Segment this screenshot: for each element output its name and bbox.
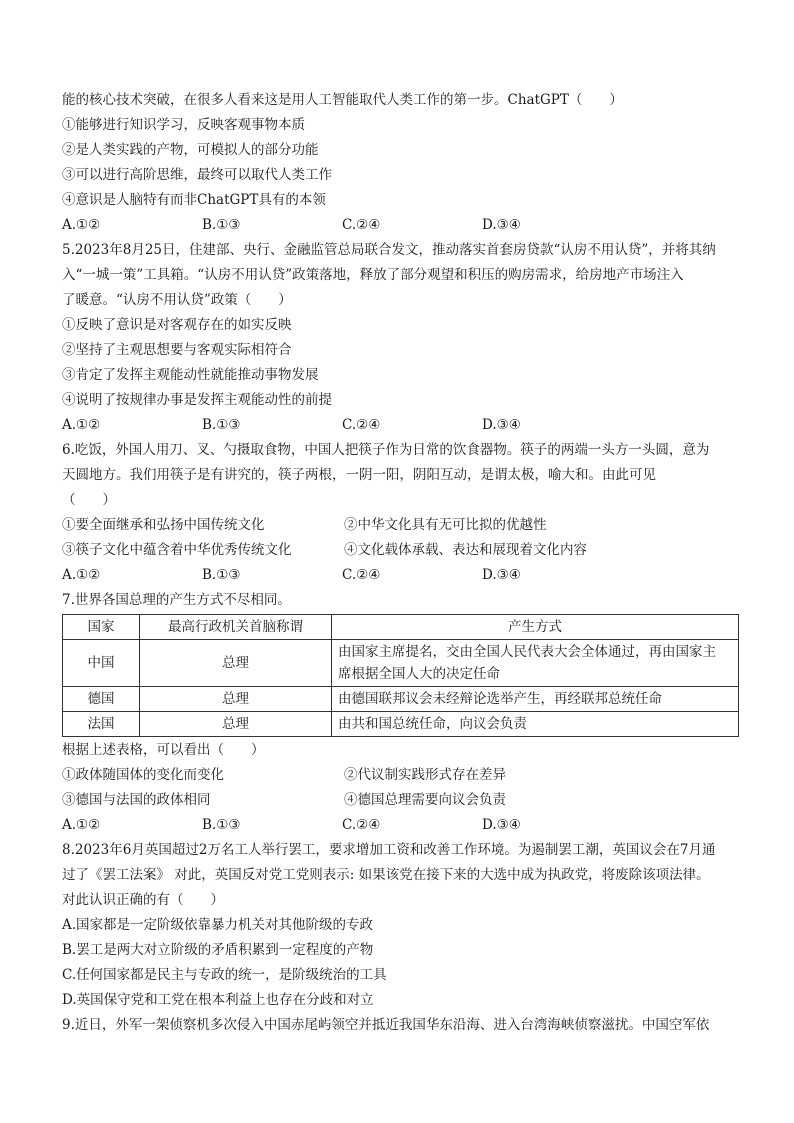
question-7-item: ①政体随国体的变化而变化 bbox=[62, 767, 224, 783]
question-9 bbox=[62, 1013, 738, 1038]
table-cell: 中国 bbox=[63, 640, 140, 687]
question-7-items-row bbox=[62, 763, 738, 788]
table-header: 最高行政机关首脑称谓 bbox=[140, 615, 332, 640]
question-6-options bbox=[62, 563, 738, 588]
question-6-stem: （ ） bbox=[62, 492, 116, 508]
question-6-items-row bbox=[62, 513, 738, 538]
question-5-stem: 了暖意。“认房不用认贷”政策（ ） bbox=[62, 292, 292, 308]
question-4 bbox=[62, 88, 738, 238]
table-row bbox=[63, 640, 739, 687]
question-7-item: ④德国总理需要向议会负责 bbox=[344, 792, 506, 808]
option-a[interactable]: A.①② bbox=[62, 217, 101, 233]
question-5-stem: 入“一城一策”工具箱。“认房不用认贷”政策落地，释放了部分观望和积压的购房需求，给房地产市场注入 bbox=[62, 267, 684, 283]
question-4-options bbox=[62, 213, 738, 238]
question-6-items-row bbox=[62, 538, 738, 563]
question-9-stem: 9.近日，外军一架侦察机多次侵入中国赤尾屿领空并抵近我国华东沿海、进入台湾海峡侦察滋扰。中国空军依 bbox=[62, 1017, 710, 1033]
table-cell: 总理 bbox=[140, 640, 332, 687]
question-8-stem: 过了《罢工法案》 对此，英国反对党工党则表示: 如果该党在接下来的大选中成为执政党，将废除该项法律。 bbox=[62, 867, 710, 883]
table-cell: 由共和国总统任命，向议会负责 bbox=[332, 712, 739, 737]
question-6-stem: 6.吃饭，外国人用刀、叉、勺摄取食物，中国人把筷子作为日常的饮食器物。筷子的两端一头方一头圆，意为 bbox=[62, 442, 710, 458]
option-a[interactable]: A.①② bbox=[62, 567, 101, 583]
question-6-item: ④文化载体承载、表达和展现着文化内容 bbox=[344, 542, 587, 558]
option-a[interactable]: A.①② bbox=[62, 817, 101, 833]
table-cell bbox=[332, 640, 739, 687]
table-cell: 德国 bbox=[63, 687, 140, 712]
option-c[interactable]: C.任何国家都是民主与专政的统一，是阶级统治的工具 bbox=[62, 967, 387, 983]
question-5-item: ①反映了意识是对客观存在的如实反映 bbox=[62, 317, 292, 333]
question-5-stem: 5.2023年8月25日，住建部、央行、金融监管总局联合发文，推动落实首套房贷款“认房不用认贷”，并将其纳 bbox=[62, 242, 716, 258]
table-cell-line: 席根据全国人大的决定任命 bbox=[338, 666, 500, 682]
table-header: 国家 bbox=[63, 615, 140, 640]
question-5-item: ②坚持了主观思想要与客观实际相符合 bbox=[62, 342, 292, 358]
option-b[interactable]: B.①③ bbox=[202, 817, 241, 833]
question-6-stem: 天圆地方。我们用筷子是有讲究的，筷子两根，一阴一阳，阴阳互动，是谓太极，喻大和。由此可见 bbox=[62, 467, 656, 483]
table-cell: 法国 bbox=[63, 712, 140, 737]
question-5-item: ③肯定了发挥主观能动性就能推动事物发展 bbox=[62, 367, 319, 383]
question-8-stem: 对此认识正确的有（ ） bbox=[62, 892, 224, 908]
question-5 bbox=[62, 238, 738, 438]
question-8 bbox=[62, 838, 738, 1013]
question-6-item: ③筷子文化中蕴含着中华优秀传统文化 bbox=[62, 542, 292, 558]
option-a[interactable]: A.①② bbox=[62, 417, 101, 433]
question-6-item: ②中华文化具有无可比拟的优越性 bbox=[344, 517, 547, 533]
question-7-options bbox=[62, 813, 738, 838]
option-c[interactable]: C.②④ bbox=[342, 217, 381, 233]
table-row bbox=[63, 687, 739, 712]
option-b[interactable]: B.①③ bbox=[202, 567, 241, 583]
option-c[interactable]: C.②④ bbox=[342, 417, 381, 433]
option-b[interactable]: B.罢工是两大对立阶级的矛盾积累到一定程度的产物 bbox=[62, 942, 374, 958]
question-5-options bbox=[62, 413, 738, 438]
table-cell-line: 由国家主席提名，交由全国人民代表大会全体通过，再由国家主 bbox=[338, 644, 716, 660]
question-4-stem: 能的核心技术突破，在很多人看来这是用人工智能取代人类工作的第一步。ChatGPT（ ） bbox=[62, 92, 623, 108]
table-header-row bbox=[63, 615, 739, 640]
question-7-item: ②代议制实践形式存在差异 bbox=[344, 767, 506, 783]
question-5-item: ④说明了按规律办事是发挥主观能动性的前提 bbox=[62, 392, 332, 408]
option-d[interactable]: D.③④ bbox=[482, 567, 521, 583]
option-b[interactable]: B.①③ bbox=[202, 217, 241, 233]
question-4-item: ④意识是人脑特有而非ChatGPT具有的本领 bbox=[62, 192, 326, 208]
option-d[interactable]: D.③④ bbox=[482, 817, 521, 833]
table-header: 产生方式 bbox=[332, 615, 739, 640]
question-7-item: ③德国与法国的政体相同 bbox=[62, 792, 211, 808]
option-d[interactable]: D.③④ bbox=[482, 417, 521, 433]
table-cell: 总理 bbox=[140, 712, 332, 737]
question-8-stem: 8.2023年6月英国超过2万名工人举行罢工，要求增加工资和改善工作环境。为遏制罢工潮，英国议会在7月通 bbox=[62, 842, 716, 858]
question-7 bbox=[62, 588, 738, 838]
option-c[interactable]: C.②④ bbox=[342, 567, 381, 583]
exam-page bbox=[62, 88, 738, 1038]
question-6 bbox=[62, 438, 738, 588]
option-d[interactable]: D.③④ bbox=[482, 217, 521, 233]
question-4-item: ③可以进行高阶思维，最终可以取代人类工作 bbox=[62, 167, 332, 183]
option-d[interactable]: D.英国保守党和工党在根本利益上也存在分歧和对立 bbox=[62, 992, 374, 1008]
table-cell: 由德国联邦议会未经辩论选举产生，再经联邦总统任命 bbox=[332, 687, 739, 712]
question-7-stem: 7.世界各国总理的产生方式不尽相同。 bbox=[62, 592, 291, 608]
option-b[interactable]: B.①③ bbox=[202, 417, 241, 433]
question-7-question: 根据上述表格，可以看出（ ） bbox=[62, 742, 265, 758]
table-cell: 总理 bbox=[140, 687, 332, 712]
option-c[interactable]: C.②④ bbox=[342, 817, 381, 833]
table-row bbox=[63, 712, 739, 737]
premier-table bbox=[62, 614, 739, 737]
question-6-item: ①要全面继承和弘扬中国传统文化 bbox=[62, 517, 265, 533]
question-4-item: ①能够进行知识学习，反映客观事物本质 bbox=[62, 117, 305, 133]
question-4-item: ②是人类实践的产物，可模拟人的部分功能 bbox=[62, 142, 319, 158]
option-a[interactable]: A.国家都是一定阶级依靠暴力机关对其他阶级的专政 bbox=[62, 917, 374, 933]
question-7-items-row bbox=[62, 788, 738, 813]
